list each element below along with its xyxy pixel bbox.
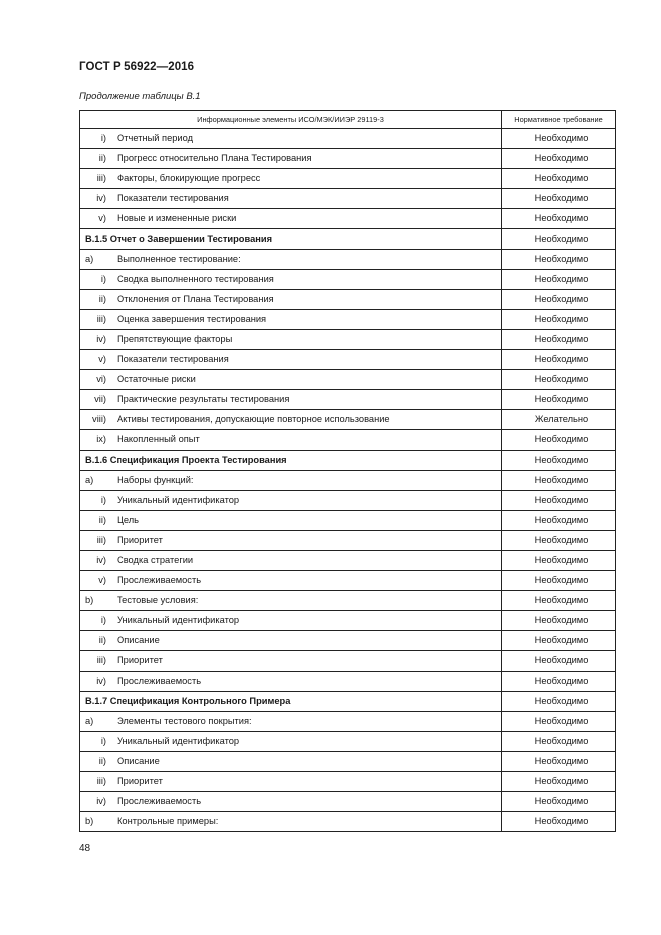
element-cell: [80, 470, 502, 490]
item-number: vi): [96, 374, 106, 385]
item-text: Сводка стратегии: [117, 555, 194, 566]
requirement-cell: Необходимо: [502, 430, 616, 450]
requirements-table: [79, 110, 616, 832]
element-cell: [80, 410, 502, 430]
item-number: ii): [98, 293, 106, 304]
element-cell: [80, 651, 502, 671]
item-number: ii): [98, 635, 106, 646]
table-row: [80, 450, 616, 470]
requirement-cell: Необходимо: [502, 229, 616, 249]
item-text: Активы тестирования, допускающие повторное использование: [117, 414, 390, 425]
item-number: i): [100, 615, 106, 626]
element-cell: [80, 510, 502, 530]
table-row: [80, 470, 616, 490]
item-number: b): [85, 816, 94, 827]
table-row: [80, 611, 616, 631]
table-row: [80, 169, 616, 189]
table-row: [80, 772, 616, 792]
table-row: [80, 269, 616, 289]
document-title: ГОСТ Р 56922—2016: [79, 61, 195, 73]
item-text: Приоритет: [117, 534, 163, 545]
item-number: v): [98, 213, 106, 224]
requirement-cell: Необходимо: [502, 249, 616, 269]
item-text: Уникальный идентификатор: [117, 615, 240, 626]
item-number: i): [100, 273, 106, 284]
table-row: [80, 651, 616, 671]
requirement-cell: Необходимо: [502, 450, 616, 470]
requirement-cell: Необходимо: [502, 731, 616, 751]
element-cell: [80, 329, 502, 349]
table-row: [80, 812, 616, 832]
table-row: [80, 189, 616, 209]
item-text: Описание: [117, 635, 160, 646]
element-cell: [80, 249, 502, 269]
requirement-cell: Необходимо: [502, 169, 616, 189]
item-text: Прослеживаемость: [117, 796, 202, 807]
element-cell: [80, 631, 502, 651]
table-row: [80, 550, 616, 570]
element-cell: [80, 731, 502, 751]
element-cell: [80, 289, 502, 309]
item-number: iv): [96, 796, 106, 807]
requirements-table-container: [79, 110, 613, 832]
element-cell: [80, 450, 502, 470]
table-row: [80, 350, 616, 370]
element-cell: [80, 129, 502, 149]
table-row: [80, 329, 616, 349]
item-text: Описание: [117, 755, 160, 766]
item-text: Показатели тестирования: [117, 193, 229, 204]
item-text: Отклонения от Плана Тестирования: [117, 293, 274, 304]
element-cell: [80, 309, 502, 329]
item-number: iii): [96, 313, 106, 324]
element-cell: [80, 571, 502, 591]
element-cell: [80, 229, 502, 249]
table-row: [80, 370, 616, 390]
table-caption: Продолжение таблицы В.1: [79, 91, 201, 102]
item-number: iv): [96, 675, 106, 686]
item-text: Приоритет: [117, 655, 163, 666]
page-number: 48: [79, 843, 91, 854]
element-cell: [80, 350, 502, 370]
requirement-cell: Необходимо: [502, 530, 616, 550]
requirement-cell: Необходимо: [502, 269, 616, 289]
requirement-cell: Необходимо: [502, 309, 616, 329]
element-cell: [80, 611, 502, 631]
item-text: Сводка выполненного тестирования: [117, 273, 274, 284]
requirement-cell: Необходимо: [502, 329, 616, 349]
item-number: v): [98, 354, 106, 365]
table-row: [80, 691, 616, 711]
table-row: [80, 792, 616, 812]
item-number: ii): [98, 153, 106, 164]
requirement-cell: Необходимо: [502, 550, 616, 570]
column-header-requirement: Нормативное требование: [502, 111, 616, 129]
requirement-cell: Необходимо: [502, 792, 616, 812]
element-cell: [80, 169, 502, 189]
table-row: [80, 149, 616, 169]
requirement-cell: Необходимо: [502, 751, 616, 771]
item-number: a): [85, 253, 94, 264]
item-text: Отчетный период: [117, 133, 194, 144]
item-text: Прослеживаемость: [117, 675, 202, 686]
item-text: Прослеживаемость: [117, 575, 202, 586]
requirement-cell: Необходимо: [502, 591, 616, 611]
requirement-cell: Необходимо: [502, 651, 616, 671]
item-text: Контрольные примеры:: [117, 816, 219, 827]
element-cell: [80, 591, 502, 611]
table-row: [80, 390, 616, 410]
item-text: Приоритет: [117, 776, 163, 787]
element-cell: [80, 390, 502, 410]
requirement-cell: Необходимо: [502, 631, 616, 651]
item-text: Уникальный идентификатор: [117, 735, 240, 746]
item-number: b): [85, 595, 94, 606]
requirement-cell: Необходимо: [502, 370, 616, 390]
item-number: ii): [98, 514, 106, 525]
table-row: [80, 289, 616, 309]
item-number: iv): [96, 555, 106, 566]
requirement-cell: Необходимо: [502, 510, 616, 530]
requirement-cell: Необходимо: [502, 470, 616, 490]
requirement-cell: Необходимо: [502, 490, 616, 510]
requirement-cell: Необходимо: [502, 671, 616, 691]
item-number: viii): [92, 414, 106, 425]
requirement-cell: Желательно: [502, 410, 616, 430]
element-cell: [80, 550, 502, 570]
element-cell: [80, 792, 502, 812]
item-text: Факторы, блокирующие прогресс: [117, 173, 261, 184]
requirement-cell: Необходимо: [502, 129, 616, 149]
table-body: [80, 129, 616, 832]
item-text: Оценка завершения тестирования: [117, 313, 267, 324]
table-row: [80, 571, 616, 591]
table-row: [80, 129, 616, 149]
table-row: [80, 751, 616, 771]
requirement-cell: Необходимо: [502, 209, 616, 229]
item-number: vii): [94, 394, 106, 405]
table-row: [80, 530, 616, 550]
table-row: [80, 249, 616, 269]
requirement-cell: Необходимо: [502, 812, 616, 832]
item-number: iii): [96, 655, 106, 666]
element-cell: [80, 691, 502, 711]
table-row: [80, 490, 616, 510]
item-number: iii): [96, 173, 106, 184]
requirement-cell: Необходимо: [502, 772, 616, 792]
item-number: iii): [96, 776, 106, 787]
item-text: Элементы тестового покрытия:: [117, 715, 252, 726]
item-number: i): [100, 494, 106, 505]
item-number: iii): [96, 534, 106, 545]
element-cell: [80, 149, 502, 169]
requirement-cell: Необходимо: [502, 691, 616, 711]
column-header-elements: Информационные элементы ИСО/МЭК/ИИЭР 29119-3: [80, 111, 502, 129]
item-number: iv): [96, 193, 106, 204]
element-cell: [80, 209, 502, 229]
item-number: a): [85, 715, 94, 726]
table-row: [80, 711, 616, 731]
table-row: [80, 209, 616, 229]
item-text: Практические результаты тестирования: [117, 394, 290, 405]
item-number: ii): [98, 755, 106, 766]
item-text: Уникальный идентификатор: [117, 494, 240, 505]
item-text: Выполненное тестирование:: [117, 253, 241, 264]
item-text: Тестовые условия:: [117, 595, 199, 606]
element-cell: [80, 812, 502, 832]
requirement-cell: Необходимо: [502, 289, 616, 309]
element-cell: [80, 430, 502, 450]
item-number: i): [100, 735, 106, 746]
element-cell: [80, 490, 502, 510]
item-text: Прогресс относительно Плана Тестирования: [117, 153, 312, 164]
table-row: [80, 631, 616, 651]
requirement-cell: Необходимо: [502, 149, 616, 169]
requirement-cell: Необходимо: [502, 189, 616, 209]
table-row: [80, 671, 616, 691]
element-cell: [80, 772, 502, 792]
element-cell: [80, 269, 502, 289]
element-cell: [80, 370, 502, 390]
item-number: i): [100, 133, 106, 144]
item-text: Накопленный опыт: [117, 434, 200, 445]
table-row: [80, 229, 616, 249]
item-number: a): [85, 474, 94, 485]
section-heading: В.1.6 Спецификация Проекта Тестирования: [85, 454, 287, 465]
item-text: Препятствующие факторы: [117, 333, 233, 344]
table-row: [80, 430, 616, 450]
item-number: iv): [96, 333, 106, 344]
item-number: v): [98, 575, 106, 586]
item-number: ix): [96, 434, 106, 445]
element-cell: [80, 671, 502, 691]
item-text: Новые и измененные риски: [117, 213, 237, 224]
item-text: Наборы функций:: [117, 474, 194, 485]
item-text: Показатели тестирования: [117, 354, 229, 365]
item-text: Цель: [117, 514, 140, 525]
element-cell: [80, 189, 502, 209]
element-cell: [80, 711, 502, 731]
item-text: Остаточные риски: [117, 374, 196, 385]
table-row: [80, 731, 616, 751]
table-row: [80, 410, 616, 430]
requirement-cell: Необходимо: [502, 611, 616, 631]
requirement-cell: Необходимо: [502, 390, 616, 410]
table-row: [80, 591, 616, 611]
requirement-cell: Необходимо: [502, 711, 616, 731]
table-row: [80, 309, 616, 329]
section-heading: В.1.5 Отчет о Завершении Тестирования: [85, 233, 272, 244]
section-heading: В.1.7 Спецификация Контрольного Примера: [85, 695, 291, 706]
requirement-cell: Необходимо: [502, 350, 616, 370]
table-header-row: [80, 111, 616, 129]
element-cell: [80, 751, 502, 771]
table-row: [80, 510, 616, 530]
element-cell: [80, 530, 502, 550]
requirement-cell: Необходимо: [502, 571, 616, 591]
